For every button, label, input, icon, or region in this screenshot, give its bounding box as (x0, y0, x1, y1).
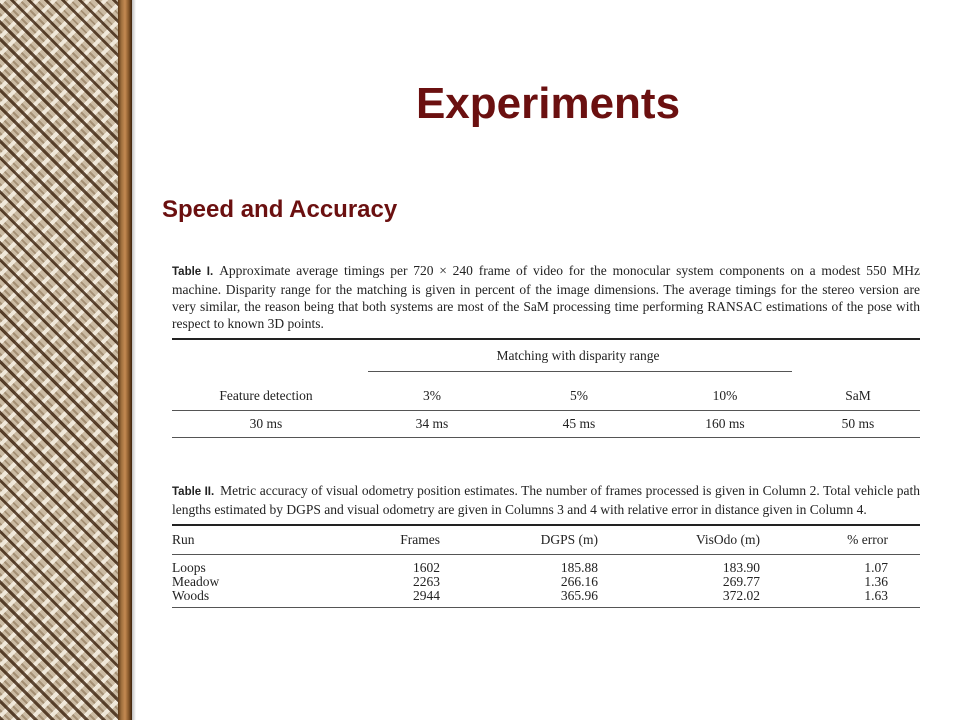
table-1-cell: 34 ms (415, 416, 449, 431)
table-2-excerpt (172, 482, 920, 608)
table-1-group-underline (368, 371, 792, 372)
table-1-header-cell: 5% (570, 388, 588, 403)
table-2-label: Table II. (172, 486, 215, 498)
table-1-caption-text: Approximate average timings per 720 × 240 frame of video for the monocular system components on a modest 550 MHz machine. Disparity range for the matching is given in percent of the image dimensions. The average timings for the stereo version are very similar, the reason being that both systems are most of the SaM processing time performing RANSAC estimations of the pose with respect to known 3D points. (172, 263, 920, 331)
table-1-group-header (172, 340, 920, 372)
table-2-cell: 1.07 (864, 560, 888, 575)
table-2-cell: 1.63 (864, 588, 888, 603)
table-2-header-cell: Frames (400, 532, 440, 547)
table-row (172, 561, 920, 575)
table-2-header-row (172, 526, 920, 554)
table-2-cell: 1.36 (864, 574, 888, 589)
table-1-header-cell: 3% (423, 388, 441, 403)
table-1-caption (172, 262, 920, 332)
table-2-header-cell: VisOdo (m) (695, 532, 760, 547)
slide-title: Experiments (415, 79, 681, 128)
woven-border-decoration (0, 0, 118, 720)
table-1-header-cell: 10% (712, 388, 738, 403)
table-2-cell: 269.77 (722, 574, 760, 589)
table-2-cell: Woods (172, 588, 210, 603)
table-2-cell: 185.88 (560, 560, 598, 575)
table-1-header-cell: Feature detection (219, 388, 313, 403)
table-1-cell: 30 ms (249, 416, 283, 431)
table-1-label: Table I. (172, 266, 214, 278)
table-1-cell: 50 ms (841, 416, 875, 431)
table-2-cell: 1602 (413, 560, 440, 575)
table-row (172, 589, 920, 603)
table-1-cell: 45 ms (562, 416, 596, 431)
table-2-cell: 2944 (413, 588, 440, 603)
table-2-header-cell: DGPS (m) (540, 532, 598, 547)
table-2-cell: Loops (172, 560, 206, 575)
wood-rail-decoration (118, 0, 132, 720)
table-2-cell: 372.02 (722, 588, 760, 603)
table-2-header-cell: % error (847, 532, 888, 547)
table-row (172, 411, 920, 437)
table-1-cell: 160 ms (705, 416, 745, 431)
table-1-header-row (172, 372, 920, 410)
table-2-cell: 365.96 (560, 588, 598, 603)
table-2-bottom-rule (172, 607, 920, 608)
table-2-caption-text: Metric accuracy of visual odometry position estimates. The number of frames processed is given in Column 2. Total vehicle path lengths estimated by DGPS and visual odometry are given in Columns 3 and 4 with relative error in distance given in Column 4. (172, 483, 920, 517)
table-2-cell: 2263 (413, 574, 440, 589)
table-2-cell: 183.90 (722, 560, 760, 575)
table-row (172, 575, 920, 589)
table-2-body (172, 555, 920, 607)
table-1-bottom-rule (172, 437, 920, 438)
table-2-header-cell: Run (172, 532, 195, 547)
table-1-excerpt (172, 262, 920, 438)
table-2-caption (172, 482, 920, 518)
slide-subtitle: Speed and Accuracy (162, 196, 398, 223)
table-1-header-cell: SaM (845, 388, 871, 403)
table-1-group-header-label: Matching with disparity range (496, 348, 660, 363)
table-2-cell: 266.16 (560, 574, 598, 589)
table-2-cell: Meadow (172, 574, 220, 589)
